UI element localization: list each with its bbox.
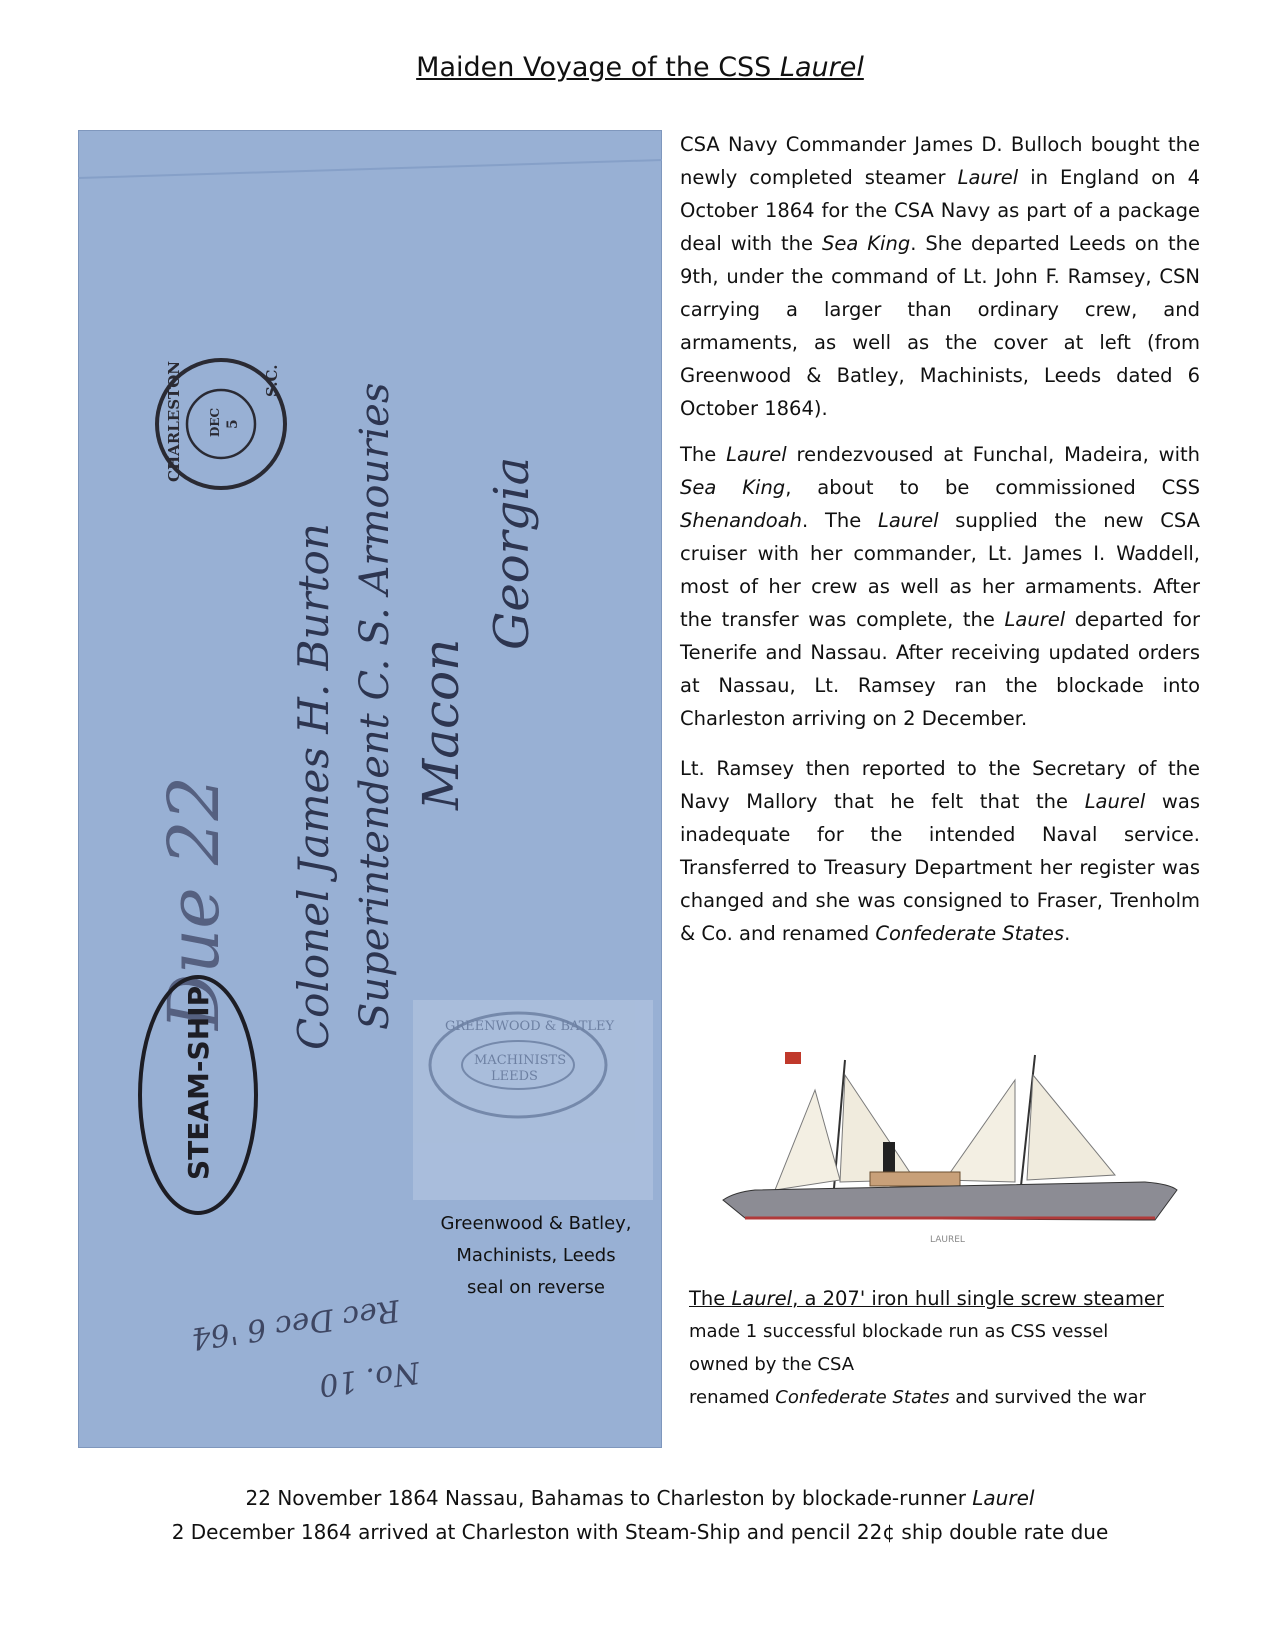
- paragraph3-run-4: .: [1064, 922, 1071, 945]
- paragraph2-run-7: Laurel: [877, 509, 939, 532]
- postmark-state: S.C.: [263, 364, 281, 397]
- address-line-4: Georgia: [484, 456, 540, 650]
- paragraph2-run-9: Laurel: [1004, 608, 1066, 631]
- postmark-day: 5: [225, 419, 241, 429]
- paragraph1-run-0: CSA Navy Commander James D. Bulloch bought the newly completed steamer: [680, 133, 1200, 189]
- docket-received: Rec Dec 6 '64: [189, 1292, 402, 1356]
- address-line-3: Macon: [412, 638, 470, 810]
- caption-line-3: renamed Confederate States and survived the war: [689, 1387, 1146, 1408]
- paragraph2-run-8: supplied the new CSA cruiser with her commander, Lt. James I. Waddell, most of her crew as well as her armaments. After the transfer was complete, the: [680, 509, 1200, 631]
- paragraph1-run-1: Laurel: [957, 166, 1019, 189]
- paragraph3-run-2: was inadequate for the intended Naval service. Transferred to Treasury Department her register was changed and she was consigned to Fraser, Trenholm & Co. and renamed: [680, 790, 1200, 945]
- paragraph2-run-10: departed for Tenerife and Nassau. After receiving updated orders at Nassau, Lt. Ramsey ran the blockade into Charleston arriving on 2 December.: [680, 608, 1200, 730]
- footer-line-1: 22 November 1864 Nassau, Bahamas to Charleston by blockade-runner Laurel: [245, 1486, 1035, 1510]
- paragraph2-run-4: , about to be commissioned CSS: [785, 476, 1200, 499]
- paragraph-purchase: [680, 128, 1200, 425]
- postmark-month: DEC: [208, 407, 222, 437]
- paragraph2-run-6: . The: [802, 509, 878, 532]
- paragraph2-run-0: The: [680, 443, 727, 466]
- paragraph2-run-5: Shenandoah: [680, 509, 803, 532]
- caption-line-1: made 1 successful blockade run as CSS vessel: [689, 1321, 1109, 1342]
- docket-number: No. 10: [316, 1354, 422, 1403]
- address-line-1: Colonel James H. Burton: [289, 523, 338, 1050]
- svg-text:GREENWOOD & BATLEY: GREENWOOD & BATLEY: [445, 1019, 615, 1034]
- address-line-2: Superintendent C. S. Armouries: [352, 382, 398, 1030]
- paragraph3-run-3: Confederate States: [875, 922, 1065, 945]
- paragraph1-run-4: . She departed Leeds on the 9th, under the command of Lt. John F. Ramsey, CSN carrying a larger than ordinary crew, and armaments, as well as the cover at left (from Greenwood & Batley, Machinists, Leeds dated 6 October 1864).: [680, 232, 1201, 420]
- caption-heading: The Laurel, a 207' iron hull single screw steamer: [689, 1287, 1164, 1310]
- laurel-ship-illustration: [715, 1050, 1185, 1245]
- paragraph1-run-3: Sea King: [821, 232, 911, 255]
- svg-text:MACHINISTS: MACHINISTS: [474, 1053, 567, 1068]
- due-marking: Due 22: [153, 776, 235, 1030]
- postmark-city: CHARLESTON: [165, 361, 183, 482]
- paragraph3-run-1: Laurel: [1084, 790, 1146, 813]
- ship-name-label: LAUREL: [930, 1235, 965, 1245]
- paragraph-transfer: [680, 752, 1200, 950]
- ship-caption: [689, 1282, 1209, 1414]
- paragraph3-run-0: Lt. Ramsey then reported to the Secretary of the Navy Mallory that he felt that the: [680, 757, 1200, 813]
- greenwood-batley-seal: [413, 1000, 653, 1200]
- svg-text:LEEDS: LEEDS: [491, 1069, 538, 1084]
- paragraph1-run-2: in England on 4 October 1864 for the CSA Navy as part of a package deal with the: [680, 166, 1200, 255]
- paragraph2-run-3: Sea King: [680, 476, 786, 499]
- seal-note: Greenwood & Batley, Machinists, Leeds seal on reverse: [440, 1213, 632, 1298]
- page-title: Maiden Voyage of the CSS Laurel: [416, 52, 864, 83]
- paragraph2-run-1: Laurel: [726, 443, 787, 466]
- paragraph-rendezvous: [680, 438, 1200, 735]
- footer-line-2: 2 December 1864 arrived at Charleston with Steam-Ship and pencil 22¢ ship double rate due: [171, 1520, 1109, 1544]
- paragraph2-run-2: rendezvoused at Funchal, Madeira, with: [786, 443, 1201, 466]
- caption-line-2: owned by the CSA: [689, 1354, 855, 1375]
- svg-text:STEAM-SHIP: STEAM-SHIP: [182, 985, 215, 1180]
